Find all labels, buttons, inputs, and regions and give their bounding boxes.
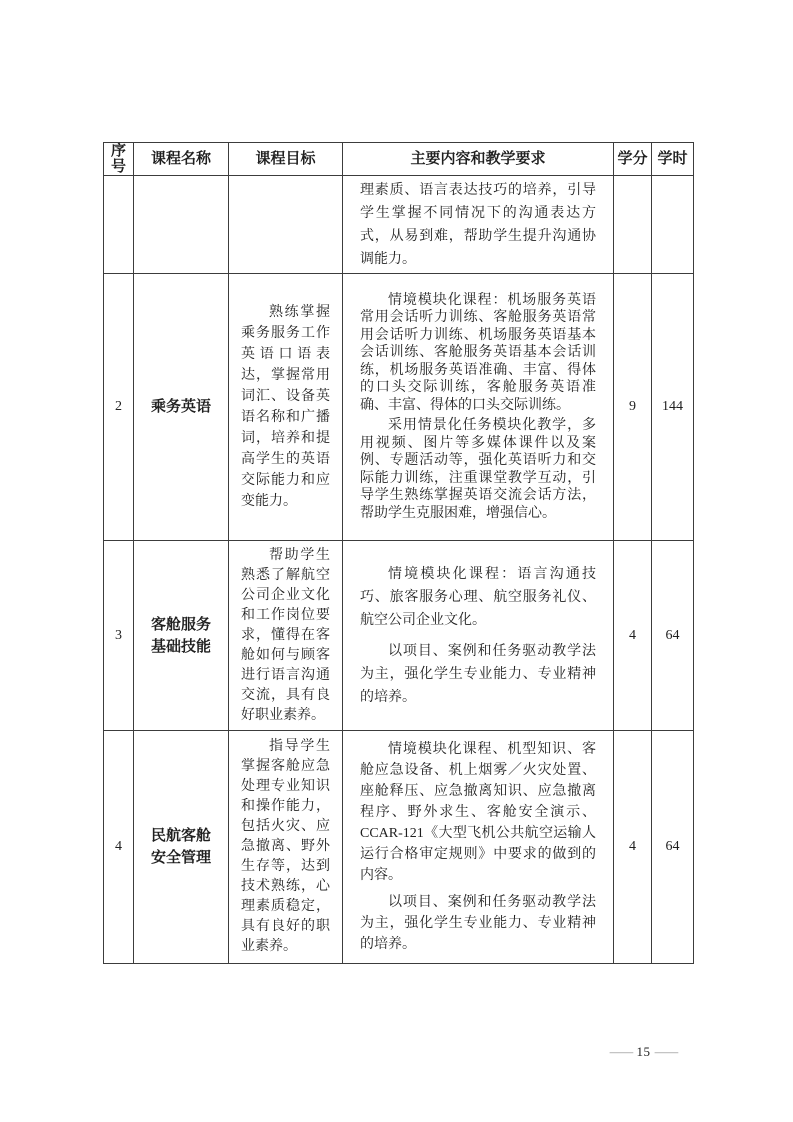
cell-objective: [229, 176, 343, 274]
objective-paragraph: 帮助学生熟悉了解航空公司企业文化和工作岗位要求，懂得在客舱如何与顾客进行语言沟通交流，具有良好职业素养。: [241, 547, 330, 723]
content-paragraph: 采用情景化任务模块化教学，多用视频、图片等多媒体课件以及案例、专题活动等，强化英语听力和交际能力训练，注重课堂教学互动，引导学生熟练掌握英语交流会话方法，帮助学生克服困难，增强信心。: [360, 418, 596, 521]
cell-content: [343, 176, 614, 274]
page-number: 15: [636, 1044, 651, 1059]
column-header-hours: 学时: [652, 143, 694, 176]
content-paragraph: 以项目、案例和任务驱动教学法为主，强化学生专业能力、专业精神的培养。: [360, 643, 596, 705]
cell-credits: 4: [614, 731, 652, 964]
cell-content: [343, 541, 614, 731]
content-paragraph: 以项目、案例和任务驱动教学法为主，强化学生专业能力、专业精神的培养。: [360, 895, 596, 952]
content-paragraph: 情境模块化课程：机场服务英语常用会话听力训练、客舱服务英语常用会话听力训练、机场服务英语基本会话训练、客舱服务英语基本会话训练，机场服务英语准确、丰富、得体的口头交际训练，客舱服务英语准确、丰富、得体的口头交际训练。: [360, 292, 596, 413]
page-footer: [586, 1044, 701, 1060]
cell-seq: 3: [104, 541, 134, 731]
cell-content: [343, 731, 614, 964]
cell-hours: 144: [652, 274, 694, 541]
table-row-course-2: [104, 274, 694, 541]
content-paragraph: 情境模块化课程：语言沟通技巧、旅客服务心理、航空服务礼仪、航空公司企业文化。: [360, 566, 596, 628]
cell-course-name: 客舱服务基础技能: [134, 541, 229, 731]
column-header-credits: 学分: [614, 143, 652, 176]
table-header-row: [104, 143, 694, 176]
cell-objective: [229, 274, 343, 541]
column-header-content: 主要内容和教学要求: [343, 143, 614, 176]
footer-dash-left: —: [609, 1044, 633, 1059]
column-header-seq: 序号: [104, 143, 134, 176]
cell-hours: 64: [652, 541, 694, 731]
cell-course-name: 民航客舱安全管理: [134, 731, 229, 964]
table-row-continuation: [104, 176, 694, 274]
cell-seq: [104, 176, 134, 274]
cell-hours: [652, 176, 694, 274]
footer-dash-right: —: [654, 1044, 678, 1059]
cell-content: [343, 274, 614, 541]
column-header-objective: 课程目标: [229, 143, 343, 176]
content-paragraph: 情境模块化课程、机型知识、客舱应急设备、机上烟雾／火灾处置、座舱释压、应急撤离知识、应急撤离程序、野外求生、客舱安全演示、CCAR-121《大型飞机公共航空运输人运行合格审定规则》中要求的做到的内容。: [360, 742, 596, 883]
cell-credits: [614, 176, 652, 274]
table-row-course-4: [104, 731, 694, 964]
table-row-course-3: [104, 541, 694, 731]
curriculum-table: [103, 142, 694, 964]
cell-course-name: 乘务英语: [134, 274, 229, 541]
cell-objective: [229, 541, 343, 731]
cell-seq: 4: [104, 731, 134, 964]
cell-credits: 9: [614, 274, 652, 541]
cell-credits: 4: [614, 541, 652, 731]
objective-paragraph: 熟练掌握乘务服务工作英语口语表达，掌握常用词汇、设备英语名称和广播词，培养和提高学生的英语交际能力和应变能力。: [241, 305, 330, 509]
cell-hours: 64: [652, 731, 694, 964]
cell-objective: [229, 731, 343, 964]
objective-paragraph: 指导学生掌握客舱应急处理专业知识和操作能力，包括火灾、应急撤离、野外生存等，达到技术熟练，心理素质稳定，具有良好的职业素养。: [241, 739, 330, 954]
column-header-course-name: 课程名称: [134, 143, 229, 176]
cell-course-name: [134, 176, 229, 274]
content-paragraph: 理素质、语言表达技巧的培养，引导学生掌握不同情况下的沟通表达方式，从易到难，帮助学生提升沟通协调能力。: [360, 183, 596, 267]
cell-seq: 2: [104, 274, 134, 541]
